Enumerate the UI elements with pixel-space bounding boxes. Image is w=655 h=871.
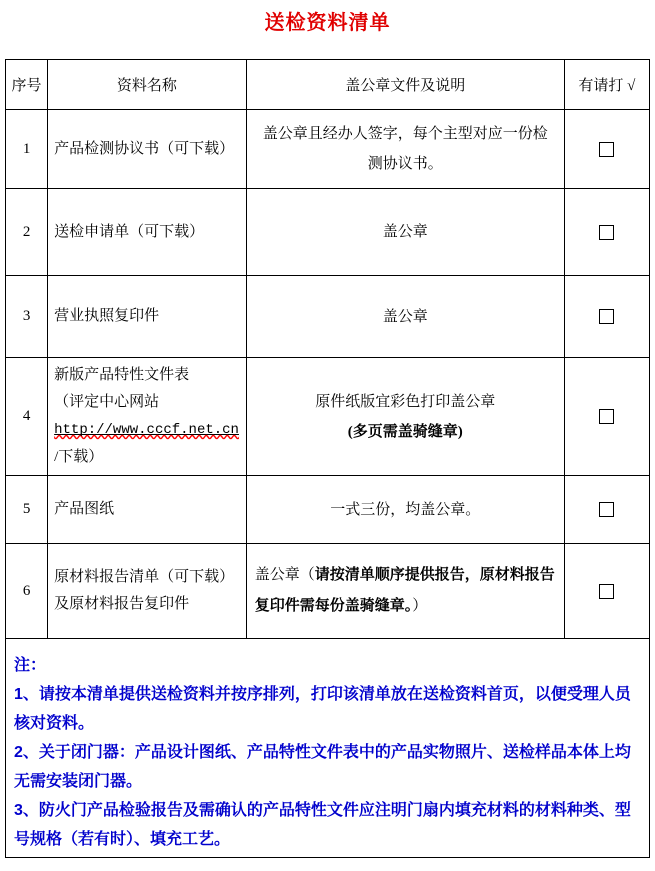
table-row	[6, 544, 650, 639]
material-name	[48, 358, 247, 476]
checkbox-row-3[interactable]	[599, 309, 614, 324]
seal-instruction	[246, 544, 564, 639]
material-name: 产品图纸	[48, 476, 247, 544]
seal-instruction: 盖公章	[246, 189, 564, 276]
row-number: 3	[6, 276, 48, 358]
seal-instruction-bold: 请按清单顺序提供报告，原材料报告复印件需每份盖骑缝章。	[254, 567, 555, 614]
checkbox-row-5[interactable]	[599, 502, 614, 517]
seal-instruction: 盖公章	[246, 276, 564, 358]
seal-instruction-suffix: ）	[412, 598, 428, 614]
table-row	[6, 476, 650, 544]
material-name: 送检申请单（可下载）	[48, 189, 247, 276]
notes-label: 注：	[14, 656, 47, 674]
row-number: 6	[6, 544, 48, 639]
row-number: 1	[6, 110, 48, 189]
notes-row	[6, 639, 650, 858]
material-name: 产品检测协议书（可下载）	[48, 110, 247, 189]
url-line	[54, 416, 240, 444]
col-header-check: 有请打 √	[564, 60, 649, 110]
seal-instruction	[246, 358, 564, 476]
seal-instruction: 盖公章且经办人签字，每个主型对应一份检测协议书。	[246, 110, 564, 189]
row-number: 2	[6, 189, 48, 276]
checkbox-row-4[interactable]	[599, 409, 614, 424]
checkbox-row-2[interactable]	[599, 225, 614, 240]
header-row	[6, 60, 650, 110]
table-row	[6, 110, 650, 189]
col-header-desc: 盖公章文件及说明	[246, 60, 564, 110]
checklist-table	[5, 59, 650, 858]
table-row	[6, 276, 650, 358]
page-title: 送检资料清单	[264, 12, 391, 34]
seal-instruction: 一式三份，均盖公章。	[246, 476, 564, 544]
material-name-line: 及原材料报告复印件	[54, 596, 190, 612]
table-row	[6, 358, 650, 476]
material-name	[48, 544, 247, 639]
material-name-line: 新版产品特性文件表	[54, 367, 190, 383]
checkbox-row-1[interactable]	[599, 142, 614, 157]
spellcheck-underlined-url: http://www.cccf.net.cn	[54, 422, 239, 438]
notes-cell	[6, 639, 650, 858]
col-header-no: 序号	[6, 60, 48, 110]
note-item-2: 2、关于闭门器：产品设计图纸、产品特性文件表中的产品实物照片、送检样品本体上均无需安装闭门器。	[14, 743, 631, 790]
seal-instruction-line: 原件纸版宜彩色打印盖公章	[315, 393, 496, 410]
note-item-3: 3、防火门产品检验报告及需确认的产品特性文件应注明门扇内填充材料的材料种类、型号规格（若有时）、填充工艺。	[14, 801, 631, 848]
material-name-line: /下载）	[54, 449, 104, 465]
seal-instruction-prefix: 盖公章（	[254, 567, 315, 583]
seal-instruction-bold-line: (多页需盖骑缝章)	[347, 423, 463, 440]
material-name-line: 原材料报告清单（可下载）	[54, 569, 235, 585]
material-name-line: （评定中心网站	[54, 394, 160, 410]
row-number: 4	[6, 358, 48, 476]
col-header-name: 资料名称	[48, 60, 247, 110]
table-row	[6, 189, 650, 276]
material-name: 营业执照复印件	[48, 276, 247, 358]
row-number: 5	[6, 476, 48, 544]
note-item-1: 1、请按本清单提供送检资料并按序排列，打印该清单放在送检资料首页，以便受理人员核对资料。	[14, 685, 631, 732]
cccf-website-link[interactable]	[54, 422, 239, 438]
checkbox-row-6[interactable]	[599, 584, 614, 599]
